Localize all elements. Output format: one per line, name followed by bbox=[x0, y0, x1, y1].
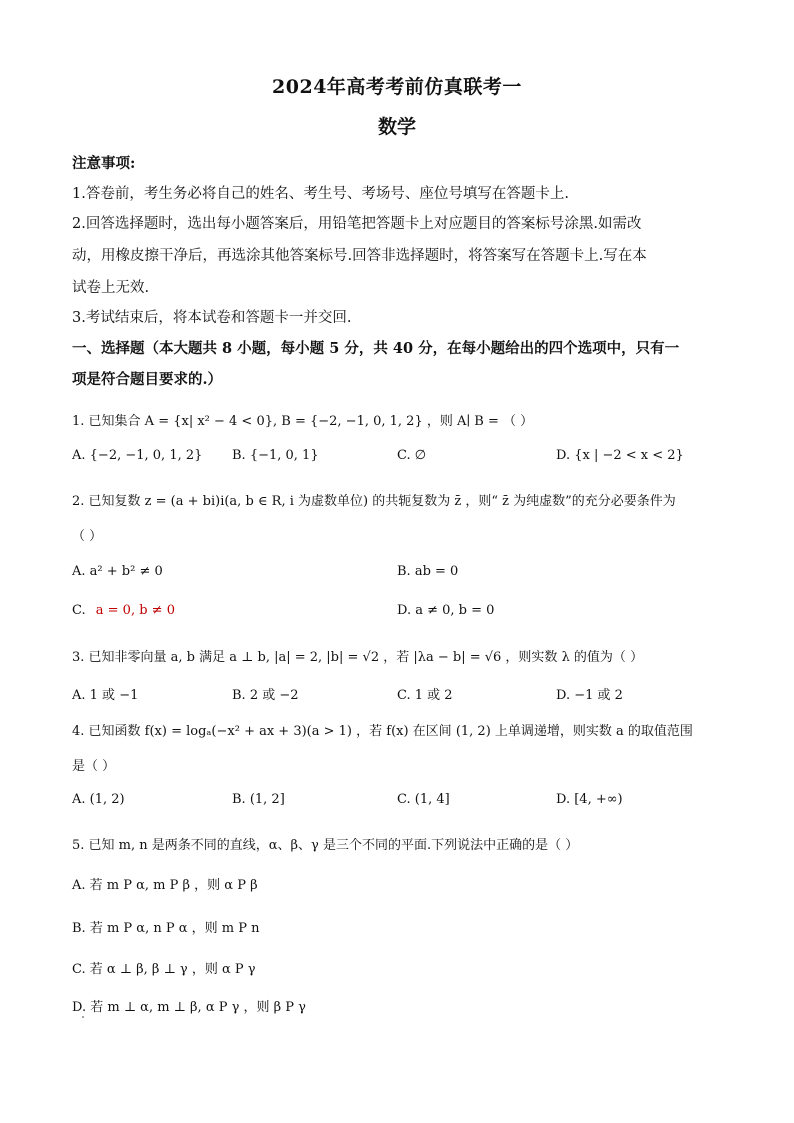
notice-item-2-cont: 动，用橡皮擦干净后，再选涂其他答案标号.回答非选择题时，将答案写在答题卡上.写在本 bbox=[72, 248, 647, 264]
question-4-stem: 4. 已知函数 f(x) = logₐ(−x² + ax + 3)(a > 1) ，若 f(x) 在区间 (1, 2) 上单调递增，则实数 a 的取值范围 bbox=[72, 724, 693, 739]
question-4-option-c[interactable]: C. (1, 4] bbox=[397, 792, 450, 807]
question-3-option-b[interactable]: B. 2 或 −2 bbox=[232, 688, 299, 703]
stray-mark bbox=[82, 1016, 84, 1018]
section-heading-cont: 项是符合题目要求的.） bbox=[72, 371, 223, 388]
question-3-option-a[interactable]: A. 1 或 −1 bbox=[72, 688, 139, 703]
question-2-option-c-label: C. bbox=[72, 603, 86, 618]
question-5-stem: 5. 已知 m, n 是两条不同的直线，α、β、γ 是三个不同的平面.下列说法中正确的是（ ） bbox=[72, 838, 579, 853]
exam-subject: 数学 bbox=[377, 116, 416, 138]
notice-heading: 注意事项: bbox=[72, 155, 136, 172]
question-2-option-c[interactable] bbox=[72, 603, 175, 618]
question-3-option-c[interactable]: C. 1 或 2 bbox=[397, 688, 453, 703]
question-2-option-a[interactable]: A. a² + b² ≠ 0 bbox=[72, 564, 163, 579]
notice-item-2-end: 试卷上无效. bbox=[72, 280, 150, 296]
notice-item-2: 2.回答选择题时，选出每小题答案后，用铅笔把答题卡上对应题目的答案标号涂黑.如需改 bbox=[72, 216, 642, 232]
question-2-stem: 2. 已知复数 z = (a + bi)i(a, b ∈ R, i 为虚数单位) 的共轭复数为 z̄ ，则“ z̄ 为纯虚数”的充分必要条件为 bbox=[72, 494, 676, 509]
question-2-option-c-value: a = 0, b ≠ 0 bbox=[95, 603, 175, 618]
question-4-stem-cont: 是（ ） bbox=[72, 759, 116, 774]
question-1-option-c[interactable]: C. ∅ bbox=[397, 448, 427, 463]
notice-item-3: 3.考试结束后，将本试卷和答题卡一并交回. bbox=[72, 310, 352, 326]
exam-title: 2024年高考考前仿真联考一 bbox=[272, 76, 522, 98]
question-5-option-b[interactable]: B. 若 m P α, n P α ，则 m P n bbox=[72, 921, 260, 936]
question-4-option-b[interactable]: B. (1, 2] bbox=[232, 792, 285, 807]
question-5-option-d[interactable]: D. 若 m ⊥ α, m ⊥ β, α P γ ，则 β P γ bbox=[72, 1000, 306, 1015]
question-5-option-a[interactable]: A. 若 m P α, m P β ，则 α P β bbox=[72, 878, 258, 893]
question-4-option-a[interactable]: A. (1, 2) bbox=[72, 792, 125, 807]
question-1-option-d[interactable]: D. {x | −2 < x < 2} bbox=[556, 448, 684, 463]
question-3-stem: 3. 已知非零向量 a, b 满足 a ⊥ b, |a| = 2, |b| = √2 ，若 |λa − b| = √6 ，则实数 λ 的值为（ ） bbox=[72, 650, 644, 665]
question-2-option-b[interactable]: B. ab = 0 bbox=[397, 564, 459, 579]
section-heading: 一、选择题（本大题共 8 小题，每小题 5 分，共 40 分，在每小题给出的四个选项中，只有一 bbox=[72, 340, 680, 357]
question-2-option-d[interactable]: D. a ≠ 0, b = 0 bbox=[397, 603, 495, 618]
question-3-option-d[interactable]: D. −1 或 2 bbox=[556, 688, 623, 703]
question-1-option-b[interactable]: B. {−1, 0, 1} bbox=[232, 448, 319, 463]
notice-item-1: 1.答卷前，考生务必将自己的姓名、考生号、考场号、座位号填写在答题卡上. bbox=[72, 186, 569, 202]
question-1-option-a[interactable]: A. {−2, −1, 0, 1, 2} bbox=[72, 448, 203, 463]
question-2-stem-cont: （ ） bbox=[72, 529, 103, 544]
question-1-stem: 1. 已知集合 A = {x| x² − 4 < 0}, B = {−2, −1, 0, 1, 2} ，则 A∣ B = （ ） bbox=[72, 414, 534, 429]
question-4-option-d[interactable]: D. [4, +∞) bbox=[556, 792, 623, 807]
question-5-option-c[interactable]: C. 若 α ⊥ β, β ⊥ γ ，则 α P γ bbox=[72, 962, 256, 977]
